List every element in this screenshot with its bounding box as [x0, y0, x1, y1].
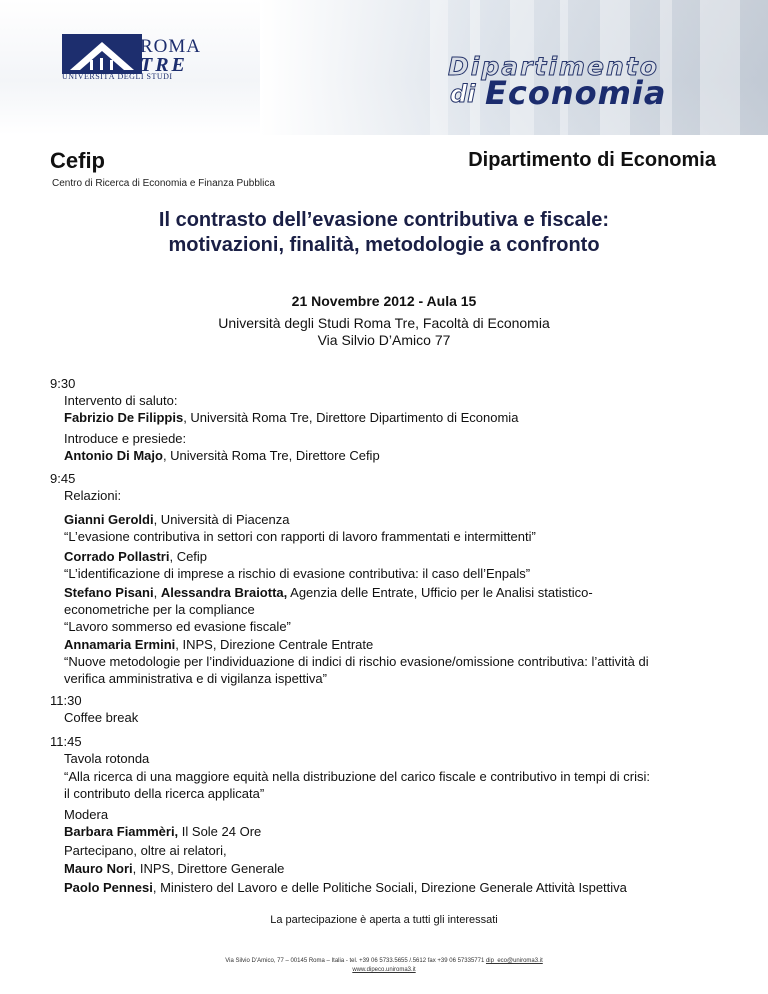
email-link[interactable]: dip_eco@uniroma3.it — [485, 958, 543, 964]
time-1130: 11:30 — [50, 693, 82, 708]
participation-note: La partecipazione è aperta a tutti gli interessati — [270, 914, 498, 926]
event-title-line2: motivazioni, finalità, metodologie a confronto — [168, 234, 600, 256]
presiede-speaker: Antonio Di Majo, Università Roma Tre, Direttore Cefip — [64, 448, 380, 463]
cefip-name: Cefip — [50, 148, 105, 173]
website-link[interactable]: www.dipeco.uniroma3.it — [352, 967, 416, 973]
relazione-3 — [50, 584, 730, 635]
program-block-tavola — [50, 733, 730, 767]
relazione-1-speaker: Gianni Geroldi, Università di Piacenza — [64, 512, 290, 527]
time-930: 9:30 — [50, 376, 76, 391]
program-block-presiede — [50, 430, 730, 464]
tavola-title — [50, 768, 730, 802]
logo-universita-text: UNIVERSITÀ DEGLI STUDI — [62, 72, 173, 81]
relazione-4-speaker: Annamaria Ermini, INPS, Direzione Centrale Entrate — [64, 637, 374, 652]
footer-address: Via Silvio D’Amico, 77 – 00145 Roma – Italia - tel. +39 06 5733.5655 /.5612 fax +39 06 57335771 dip_eco@uniroma3.it www.dipeco.uniroma3.it — [0, 957, 768, 975]
program-block-relazioni — [50, 470, 730, 504]
logo-roma-text: ROMA — [140, 36, 202, 57]
cefip-full-name: Centro di Ricerca di Economia e Finanza Pubblica — [52, 178, 275, 189]
relazione-4-title-b: verifica amministrativa e di vigilanza ispettiva” — [64, 671, 327, 686]
program-block-1 — [50, 375, 730, 426]
event-address: Via Silvio D’Amico 77 — [317, 332, 451, 348]
relazione-2-title: “L’identificazione di imprese a rischio di evasione contributiva: il caso dell’Enpals” — [64, 566, 531, 581]
tavola-title-b: il contributo della ricerca applicata” — [64, 786, 265, 801]
header-banner — [0, 0, 768, 135]
relazione-3-speakers: Stefano Pisani, Alessandra Braiotta, Agenzia delle Entrate, Ufficio per le Analisi statistico- — [64, 585, 593, 600]
relazione-4-title-a: “Nuove metodologie per l’individuazione di indici di rischio evasione/omissione contributiva: l’attività di — [64, 654, 649, 669]
relazione-1-title: “L’evasione contributiva in settori con rapporti di lavoro frammentati e intermittenti” — [64, 529, 536, 544]
department-name: Dipartimento di Economia — [468, 149, 716, 171]
relazioni-label: Relazioni: — [64, 488, 122, 503]
tavola-title-a: “Alla ricerca di una maggiore equità nella distribuzione del carico fiscale e contributivo in tempi di crisi: — [64, 769, 651, 784]
participant-1: Mauro Nori, INPS, Direttore Generale — [64, 861, 285, 876]
banner-di: di — [450, 80, 476, 108]
relazione-3-role-cont: econometriche per la compliance — [64, 602, 255, 617]
program-block-break — [50, 692, 730, 726]
partecipano-label: Partecipano, oltre ai relatori, — [64, 843, 227, 858]
coffee-break: Coffee break — [64, 710, 139, 725]
event-date: 21 Novembre 2012 - Aula 15 — [291, 293, 477, 309]
presiede-label: Introduce e presiede: — [64, 431, 187, 446]
participant-2: Paolo Pennesi, Ministero del Lavoro e delle Politiche Sociali, Direzione Generale Attività Ispettiva — [64, 880, 627, 895]
event-venue: Università degli Studi Roma Tre, Facoltà di Economia — [218, 315, 550, 331]
relazione-2 — [50, 548, 730, 582]
relazione-3-title: “Lavoro sommerso ed evasione fiscale” — [64, 619, 291, 634]
banner-dipartimento: Dipartimento — [448, 52, 659, 81]
moderator-block — [50, 806, 730, 840]
tavola-rotonda: Tavola rotonda — [64, 751, 150, 766]
time-1145: 11:45 — [50, 734, 82, 749]
relazione-2-speaker: Corrado Pollastri, Cefip — [64, 549, 208, 564]
relazione-4 — [50, 636, 730, 687]
modera-label: Modera — [64, 807, 109, 822]
logo-tre-text: TRE — [140, 54, 188, 76]
banner-economia: Economia — [485, 74, 667, 112]
moderator: Barbara Fiammèri, Il Sole 24 Ore — [64, 824, 262, 839]
roma-tre-logo-icon — [62, 34, 142, 74]
participants-block — [50, 842, 730, 859]
saluto-speaker: Fabrizio De Filippis, Università Roma Tre, Direttore Dipartimento di Economia — [64, 410, 519, 425]
saluto-label: Intervento di saluto: — [64, 393, 178, 408]
event-title-line1: Il contrasto dell’evasione contributiva e fiscale: — [158, 209, 610, 231]
relazione-1 — [50, 511, 730, 545]
time-945: 9:45 — [50, 471, 76, 486]
